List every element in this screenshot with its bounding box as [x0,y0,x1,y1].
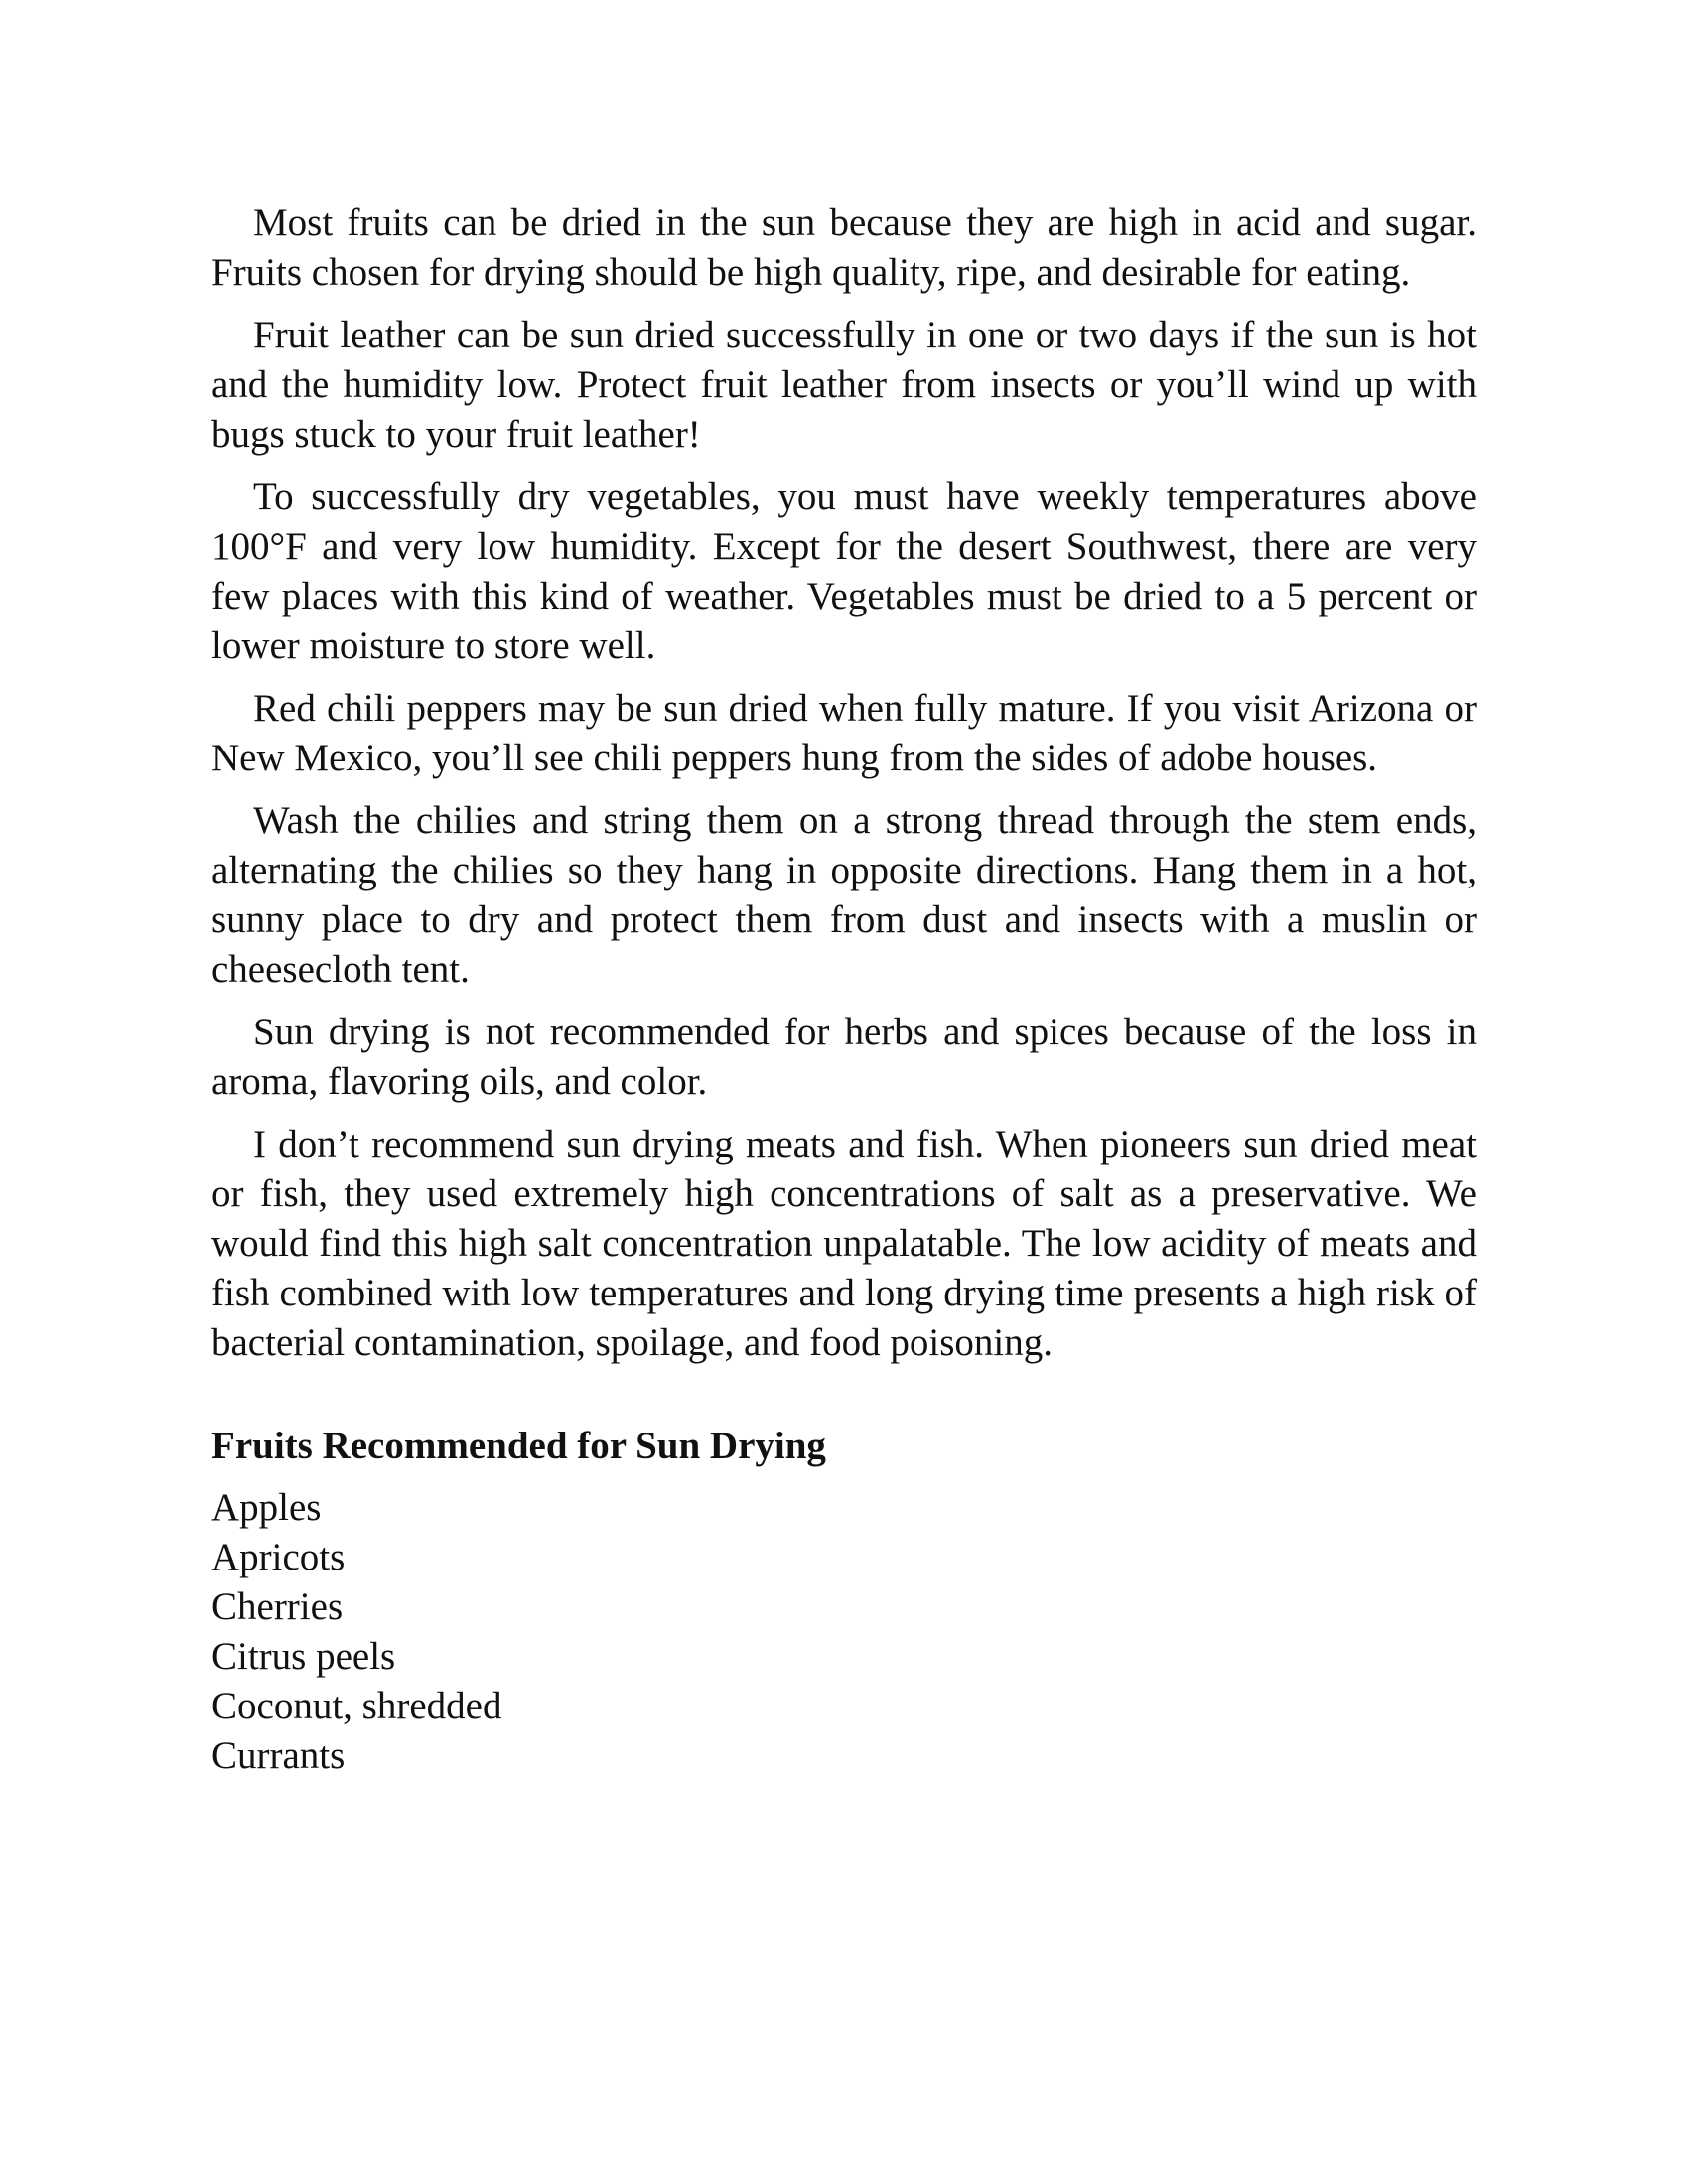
list-item: Currants [211,1734,346,1777]
list-item: Apricots [211,1536,346,1578]
list-item: Coconut, shredded [211,1685,502,1727]
list-item: Cherries [211,1585,344,1628]
list-item: Apples [211,1486,322,1529]
paragraph-meats-fish: I don’t recommend sun drying meats and fish. When pioneers sun dried meat or fish, they used extremely high concentrations of salt as a preservative. We would find this high salt concentration unpalatable. The low acidity of meats and fish combined with low temperatures and long drying time presents a high risk of bacterial contamination, spoilage, and food poisoning. [211,1123,1477,1364]
paragraph-vegetables: To successfully dry vegetables, you must have weekly temperatures above 100°F and very low humidity. Except for the desert Southwest, there are very few places with this kind of weather. Vegetables must be dried to a 5 percent or lower moisture to store well. [211,476,1477,667]
paragraph-fruits-intro: Most fruits can be dried in the sun because they are high in acid and sugar. Fruits chosen for drying should be high quality, ripe, and desirable for eating. [211,202,1477,294]
paragraph-chili-stringing: Wash the chilies and string them on a strong thread through the stem ends, alternating the chilies so they hang in opposite directions. Hang them in a hot, sunny place to dry and protect them from dust and insects with a muslin or cheesecloth tent. [211,799,1477,991]
paragraph-chili-peppers: Red chili peppers may be sun dried when fully mature. If you visit Arizona or New Mexico, you’ll see chili peppers hung from the sides of adobe houses. [211,687,1477,779]
fruit-list [211,1483,1477,1781]
paragraph-fruit-leather: Fruit leather can be sun dried successfully in one or two days if the sun is hot and the humidity low. Protect fruit leather from insects or you’ll wind up with bugs stuck to your fruit leather! [211,314,1477,456]
list-item: Citrus peels [211,1635,396,1678]
paragraph-herbs-spices: Sun drying is not recommended for herbs and spices because of the loss in aroma, flavoring oils, and color. [211,1011,1477,1103]
section-heading: Fruits Recommended for Sun Drying [211,1425,826,1467]
document-page [211,199,1477,1781]
